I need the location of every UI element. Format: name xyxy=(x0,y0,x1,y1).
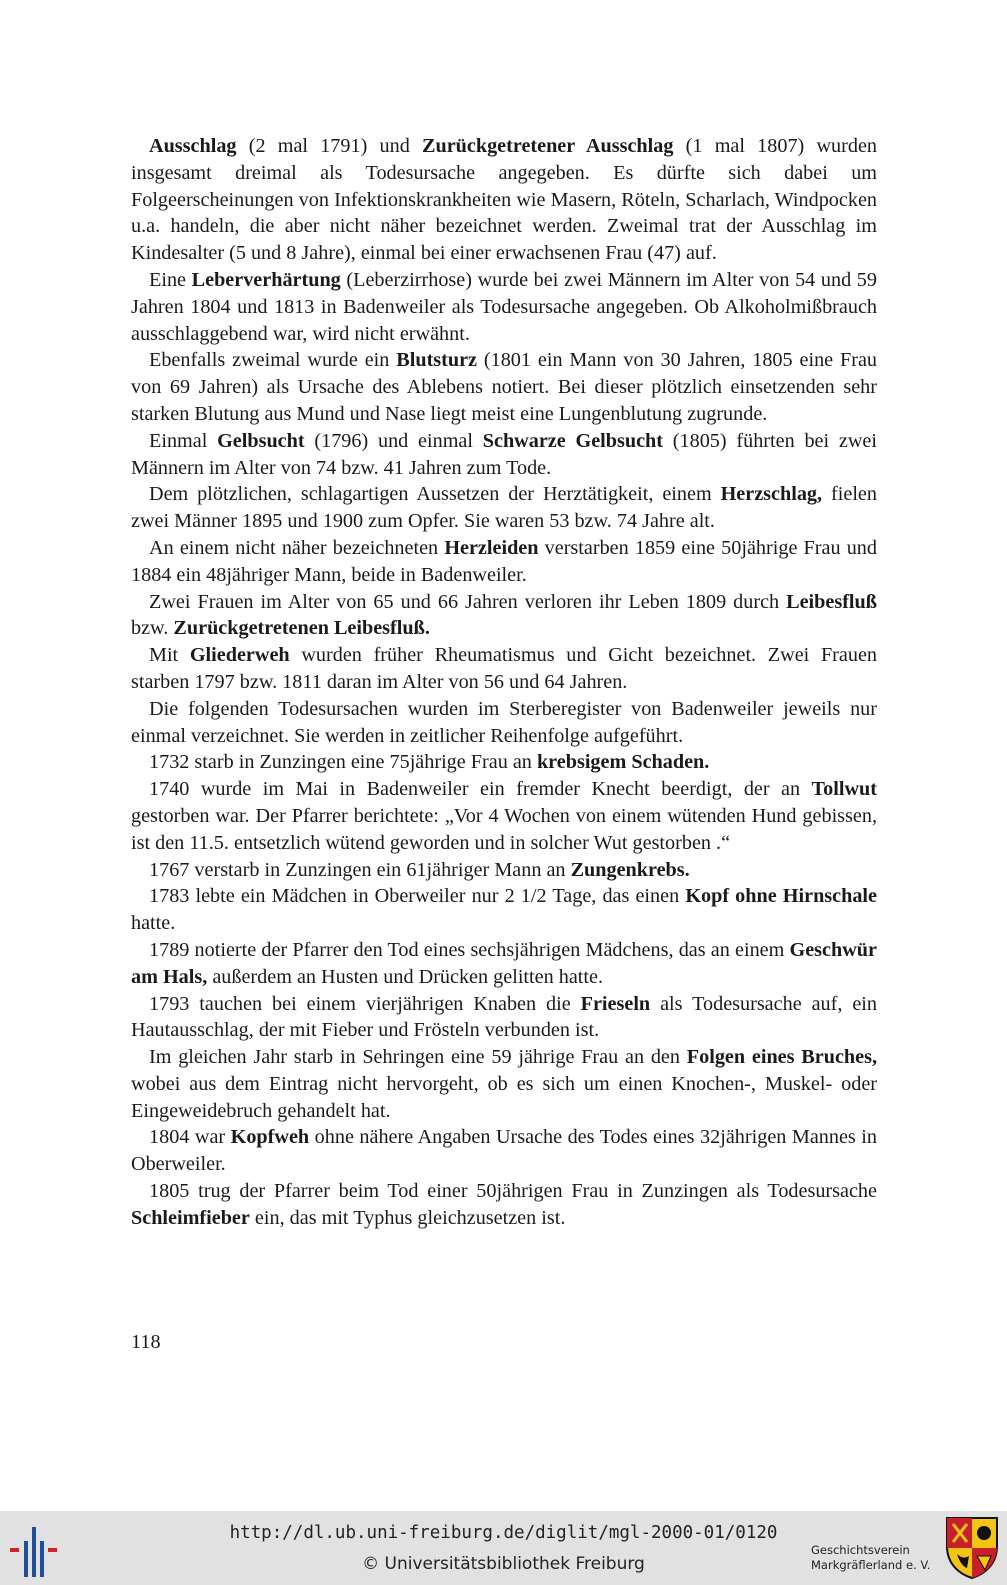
paragraph xyxy=(131,267,877,347)
bold-term: Gliederweh xyxy=(189,644,290,667)
paragraph xyxy=(131,776,877,856)
bold-term: krebsigem Schaden. xyxy=(536,751,710,774)
text-run: als Todesursache auf, ein Hautausschlag, der mit Fieber und Frösteln verbunden ist. xyxy=(131,992,878,1042)
bold-term: Schwarze Gelbsucht xyxy=(482,429,663,452)
paragraph xyxy=(131,589,877,643)
text-run: außerdem an Husten und Drücken gelitten hatte. xyxy=(207,965,604,988)
text-run: gestorben war. Der Pfarrer berichtete: „Vor 4 Wochen von einem wütenden Hund gebissen, ist den 11.5. entsetzlich wütend geworden und in solcher Wut gestorben .“ xyxy=(131,804,877,854)
coat-of-arms-icon xyxy=(945,1516,999,1580)
paragraph xyxy=(131,883,877,937)
text-run: 1804 war xyxy=(149,1126,231,1149)
text-run: verstarben 1859 eine 50jährige Frau und 1884 ein 48jähriger Mann, beide in Badenweiler. xyxy=(131,536,877,586)
text-run: (2 mal 1791) und xyxy=(236,135,422,157)
paragraph xyxy=(131,1044,877,1124)
bold-term: Herzschlag, xyxy=(720,483,823,506)
text-run: Dem plötzlichen, schlagartigen Aussetzen der Herztätigkeit, einem xyxy=(149,483,721,506)
text-run: hatte. xyxy=(131,912,176,935)
paragraph xyxy=(131,991,877,1045)
paragraph xyxy=(131,481,877,535)
footer-url[interactable]: http://dl.ub.uni-freiburg.de/diglit/mgl-2000-01/0120 xyxy=(229,1523,778,1543)
text-run: An einem nicht näher bezeichneten xyxy=(149,536,445,559)
text-run: 1783 lebte ein Mädchen in Oberweiler nur 2 1/2 Tage, das einen xyxy=(149,885,686,908)
text-run: (1801 ein Mann von 30 Jahren, 1805 eine Frau von 69 Jahren) als Ursache des Ablebens notiert. Bei dieser plötzlich einsetzenden sehr starken Blutung aus Mund und Nase liegt meist eine Lungenblutung zugrunde. xyxy=(131,349,878,425)
footer-bar xyxy=(0,1511,1007,1585)
text-run: fielen zwei Männer 1895 und 1900 zum Opfer. Sie waren 53 bzw. 74 Jahre alt. xyxy=(131,483,877,533)
bold-term: Kopfweh xyxy=(230,1126,310,1149)
text-run: Zwei Frauen im Alter von 65 und 66 Jahren verloren ihr Leben 1809 durch xyxy=(149,590,787,613)
paragraph xyxy=(131,1178,877,1232)
society-name-line1: Geschichtsverein xyxy=(811,1543,910,1557)
bold-term: Zurückgetretener Ausschlag xyxy=(422,135,674,157)
text-run: bzw. xyxy=(131,617,174,640)
text-run: wurden früher Rheumatismus und Gicht bezeichnet. Zwei Frauen starben 1797 bzw. 1811 daran im Alter von 56 und 64 Jahren. xyxy=(131,644,878,693)
paragraph xyxy=(131,696,877,750)
text-run: (1 mal 1807) wurden insgesamt dreimal als Todesursache angegeben. Es dürfte sich dabei um Folgeerscheinungen von Infektionskrankheiten wie Masern, Röteln, Scharlach, Windpocken u.a. handeln, die aber nicht näher bezeichnet werden. Zweimal trat der Ausschlag im Kindesalter (5 und 8 Jahre), einmal bei einer erwachsenen Frau (47) auf. xyxy=(131,135,878,265)
page-body-text xyxy=(131,133,877,1232)
text-run: 1732 starb in Zunzingen eine 75jährige Frau an xyxy=(149,751,537,774)
text-run: Die folgenden Todesursachen wurden im Sterberegister von Badenweiler jeweils nur einmal verzeichnet. Sie werden in zeitlicher Reihenfolge aufgeführt. xyxy=(131,697,877,747)
society-name xyxy=(811,1543,941,1573)
bold-term: Schleimfieber xyxy=(131,1206,250,1229)
bold-term: Folgen eines Bruches, xyxy=(686,1046,877,1069)
text-run: (Leberzirrhose) wurde bei zwei Männern im Alter von 54 und 59 Jahren 1804 und 1813 in Badenweiler als Todesursache angegeben. Ob Alkoholmißbrauch ausschlaggebend war, wird nicht erwähnt. xyxy=(131,268,877,345)
bold-term: Leberverhärtung xyxy=(191,268,341,291)
text-run: ein, das mit Typhus gleichzusetzen ist. xyxy=(249,1206,566,1229)
paragraph xyxy=(131,535,877,589)
page-number: 118 xyxy=(131,1331,161,1353)
text-run: (1805) führten bei zwei Männern im Alter von 74 bzw. 41 Jahren zum Tode. xyxy=(131,429,877,479)
text-run: wobei aus dem Eintrag nicht hervorgeht, ob es sich um einen Knochen-, Muskel- oder Eingeweidebruch gehandelt hat. xyxy=(131,1072,877,1122)
paragraph xyxy=(131,749,877,776)
paragraph xyxy=(131,642,877,696)
bold-term: Blutsturz xyxy=(396,349,478,372)
paragraph xyxy=(131,428,877,482)
text-run: Einmal xyxy=(149,429,218,452)
text-run: (1796) und einmal xyxy=(304,429,483,452)
text-run: 1789 notierte der Pfarrer den Tod eines sechsjährigen Mädchens, das an einem xyxy=(149,938,790,961)
bold-term: Gelbsucht xyxy=(217,429,305,452)
text-run: Eine xyxy=(149,268,192,291)
bold-term: Geschwür am Hals, xyxy=(131,938,877,988)
bold-term: Herzleiden xyxy=(444,536,539,559)
paragraph xyxy=(131,1124,877,1178)
text-run: 1793 tauchen bei einem vierjährigen Knaben die xyxy=(149,992,581,1015)
text-run: Ebenfalls zweimal wurde ein xyxy=(149,349,397,372)
society-name-line2: Markgräflerland e. V. xyxy=(811,1558,931,1572)
bold-term: Frieseln xyxy=(580,992,651,1015)
footer-copyright: © Universitätsbibliothek Freiburg xyxy=(362,1554,645,1574)
paragraph xyxy=(131,347,877,427)
paragraph xyxy=(131,937,877,991)
text-run: Im gleichen Jahr starb in Sehringen eine 59 jährige Frau an den xyxy=(149,1046,687,1069)
text-run: 1805 trug der Pfarrer beim Tod einer 50jährigen Frau in Zunzingen als Todesursache xyxy=(149,1180,877,1203)
bold-term: Ausschlag xyxy=(149,135,237,157)
bold-term: Tollwut xyxy=(811,778,877,801)
bold-term: Kopf ohne Hirnschale xyxy=(685,885,878,908)
paragraph xyxy=(131,857,877,884)
bold-term: Zungenkrebs. xyxy=(570,858,690,881)
bold-term: Leibesfluß xyxy=(786,590,877,613)
text-run: 1740 wurde im Mai in Badenweiler ein fremder Knecht beerdigt, der an xyxy=(149,778,812,801)
text-run: Mit xyxy=(149,644,190,667)
text-run: ohne nähere Angaben Ursache des Todes eines 32jährigen Mannes in Oberweiler. xyxy=(131,1126,877,1176)
text-run: 1767 verstarb in Zunzingen ein 61jähriger Mann an xyxy=(149,858,571,881)
bold-term: Zurückgetretenen Leibesfluß. xyxy=(173,617,430,640)
paragraph xyxy=(131,133,877,267)
